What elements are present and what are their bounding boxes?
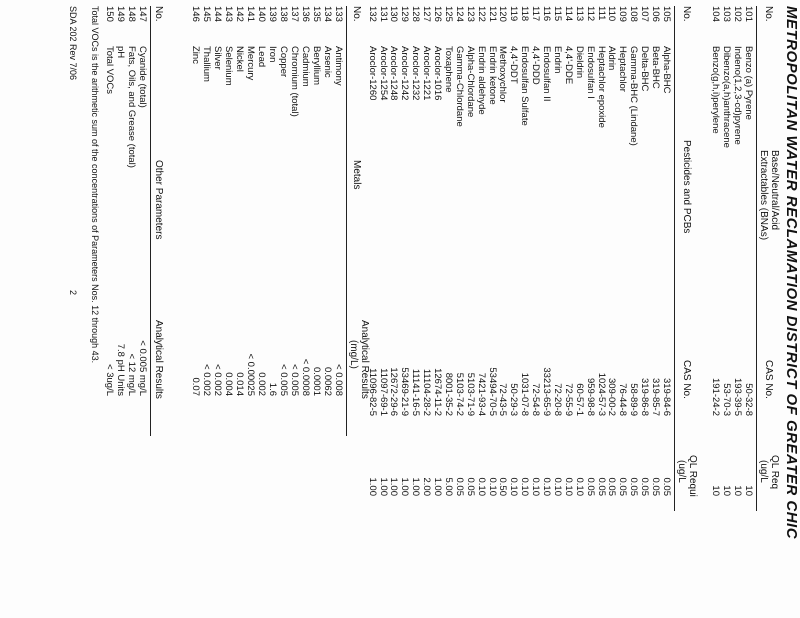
metal-name: Iron xyxy=(267,46,278,63)
metals-results-header: Analytical Results xyxy=(359,320,370,399)
ql-value: 1.00 xyxy=(377,477,389,496)
metal-name: Mercury xyxy=(245,46,256,81)
parameter-name: Heptachlor epoxide xyxy=(595,46,607,128)
pest-ql-header: QL Requi xyxy=(687,455,698,497)
ql-value: 10 xyxy=(721,485,732,496)
row-number: 127 xyxy=(421,6,433,22)
metal-name: Arsenic xyxy=(322,46,333,78)
ql-value: 0.10 xyxy=(508,477,520,496)
cas-number: 11096-82-5 xyxy=(366,368,378,416)
bna-cas-header: CAS No. xyxy=(763,360,774,399)
analytical-result: 0.004 xyxy=(223,372,234,396)
ql-value: 0.10 xyxy=(541,477,553,496)
analytical-result: 7.8 pH Units xyxy=(115,343,126,396)
ql-value: 1.00 xyxy=(410,477,422,496)
ql-value: 0.05 xyxy=(464,477,476,496)
ql-value: 10 xyxy=(743,485,754,496)
cas-number: 53-70-3 xyxy=(721,383,732,416)
row-number: 110 xyxy=(606,6,618,22)
ql-value: 0.05 xyxy=(639,477,651,496)
parameter-name: Dieldrin xyxy=(573,46,585,79)
bna-ql-header: QL Req xyxy=(769,455,780,490)
parameter-name: pH xyxy=(115,46,126,59)
row-number: 144 xyxy=(212,6,223,22)
analytical-result: < 0.005 xyxy=(289,364,300,396)
cas-number: 11104-28-2 xyxy=(421,368,433,416)
bna-section-header-2: Extractables (BNAs) xyxy=(758,150,769,241)
footnote: Total VOCs is the arithmetic sum of the concentrations of Parameters Nos. 12 through 43. xyxy=(90,6,100,364)
rule xyxy=(756,6,757,511)
row-number: 147 xyxy=(137,6,148,22)
bna-ql-unit: (ug/L xyxy=(758,460,769,483)
row-number: 115 xyxy=(552,6,563,22)
row-number: 116 xyxy=(541,6,553,22)
parameter-name: Aroclor-1016 xyxy=(432,46,444,101)
ql-value: 0.10 xyxy=(552,477,563,496)
analytical-result: 0.014 xyxy=(234,372,245,396)
ql-value: 1.00 xyxy=(366,477,378,496)
analytical-result: < 0.002 xyxy=(201,364,212,396)
parameter-name: Alpha-Chlordane xyxy=(464,46,476,118)
cas-number: 319-85-7 xyxy=(650,377,662,416)
cas-number: 1024-57-3 xyxy=(595,372,607,416)
cas-number: 76-44-8 xyxy=(617,383,629,416)
other-no-header: No. xyxy=(153,6,164,22)
ql-value: 0.10 xyxy=(486,477,498,496)
parameter-name: Fats, Oils, and Grease (total) xyxy=(126,46,137,168)
row-number: 146 xyxy=(190,6,201,22)
row-number: 149 xyxy=(115,6,126,22)
parameter-name: Dibenzo(a,h)anthracene xyxy=(721,46,732,148)
ql-value: 0.05 xyxy=(595,477,607,496)
cas-number: 959-98-8 xyxy=(584,377,596,416)
parameter-name: Endrin xyxy=(552,46,563,74)
analytical-result: 0.0062 xyxy=(322,366,333,396)
row-number: 140 xyxy=(256,6,267,22)
parameter-name: Endosulfan I xyxy=(584,46,596,99)
other-section-header: Other Parameters xyxy=(153,160,164,240)
row-number: 118 xyxy=(519,6,531,22)
parameter-name: 4,4'-DDE xyxy=(562,46,574,85)
parameter-name: Alpha-BHC xyxy=(661,46,672,94)
parameter-name: 4,4'-DDD xyxy=(530,46,542,85)
parameter-name: Gamma-BHC (Lindane) xyxy=(628,46,640,146)
analytical-result: 1.6 xyxy=(267,382,278,396)
parameter-name: Endrin aldehyde xyxy=(475,46,487,115)
ql-value: 1.00 xyxy=(388,477,400,496)
cas-number: 50-29-3 xyxy=(508,383,520,416)
metal-name: Selenium xyxy=(223,46,234,86)
row-number: 124 xyxy=(453,6,465,22)
metal-name: Cadmium xyxy=(300,46,311,87)
row-number: 135 xyxy=(311,6,322,22)
parameter-name: Heptachlor xyxy=(617,46,629,92)
ql-value: 0.10 xyxy=(530,477,542,496)
row-number: 120 xyxy=(497,6,509,22)
metals-no-header: No. xyxy=(351,6,362,22)
metal-name: Copper xyxy=(278,46,289,78)
bna-section-header: Base/Neutral/Acid xyxy=(769,150,780,231)
ql-value: 0.05 xyxy=(628,477,640,496)
row-number: 108 xyxy=(628,6,640,22)
document-title: METROPOLITAN WATER RECLAMATION DISTRICT OF GREATER CHIC xyxy=(783,6,800,540)
analytical-result: < 0.008 xyxy=(333,364,344,396)
row-number: 126 xyxy=(432,6,444,22)
metals-section-header: Metals xyxy=(351,160,362,190)
row-number: 137 xyxy=(289,6,300,22)
cas-number: 11097-69-1 xyxy=(377,368,389,416)
parameter-name: Endosulfan II xyxy=(541,46,553,102)
parameter-name: 4,4'-DDT xyxy=(508,46,520,84)
parameter-name: Total VOCs xyxy=(104,46,115,95)
parameter-name: Endosulfan Sulfate xyxy=(519,46,531,126)
ql-value: 0.05 xyxy=(606,477,618,496)
row-number: 131 xyxy=(377,6,389,22)
row-number: 128 xyxy=(410,6,422,22)
row-number: 134 xyxy=(322,6,333,22)
metal-name: Nickel xyxy=(234,46,245,72)
metal-name: Zinc xyxy=(190,46,201,64)
cas-number: 319-84-6 xyxy=(661,377,672,416)
ql-value: 10 xyxy=(732,485,743,496)
analytical-result: < 0.002 xyxy=(212,364,223,396)
row-number: 143 xyxy=(223,6,234,22)
parameter-name: Endrin ketone xyxy=(486,46,498,105)
row-number: 132 xyxy=(366,6,378,22)
cas-number: 58-89-9 xyxy=(628,383,640,416)
ql-value: 5.00 xyxy=(443,477,454,496)
row-number: 142 xyxy=(234,6,245,22)
row-number: 106 xyxy=(650,6,662,22)
rule xyxy=(346,6,347,436)
row-number: 102 xyxy=(732,6,743,22)
cas-number: 53494-70-5 xyxy=(486,367,498,416)
cas-number: 193-39-5 xyxy=(732,377,743,416)
cas-number: 191-24-2 xyxy=(710,377,721,416)
metal-name: Lead xyxy=(256,46,267,68)
cas-number: 60-57-1 xyxy=(573,383,585,416)
row-number: 119 xyxy=(508,6,520,22)
ql-value: 10 xyxy=(710,485,721,496)
ql-value: 0.10 xyxy=(519,477,531,496)
parameter-name: Aroclor-1232 xyxy=(410,46,422,101)
cas-number: 12674-11-2 xyxy=(432,368,444,416)
metal-name: Thallium xyxy=(201,46,212,82)
cas-number: 1031-07-8 xyxy=(519,372,531,416)
cas-number: 5103-74-2 xyxy=(453,372,465,416)
ql-value: 0.10 xyxy=(475,477,487,496)
parameter-name: Toxaphene xyxy=(443,46,454,93)
form-id: SDA 202 Rev 7/06 xyxy=(68,6,78,81)
parameter-name: Benzo (a) Pyrene xyxy=(743,46,754,120)
row-number: 141 xyxy=(245,6,256,22)
ql-value: 0.10 xyxy=(562,477,574,496)
row-number: 112 xyxy=(584,6,596,22)
page-number: 2 xyxy=(68,290,78,296)
cas-number: 319-86-8 xyxy=(639,377,651,416)
cas-number: 72-43-5 xyxy=(497,383,509,416)
row-number: 139 xyxy=(267,6,278,22)
cas-number: 50-32-8 xyxy=(743,383,754,416)
parameter-name: Gamma-Chlordane xyxy=(453,46,465,127)
cas-number: 7421-93-4 xyxy=(475,372,487,416)
cas-number: 53469-21-9 xyxy=(399,367,411,416)
ql-value: 0.05 xyxy=(584,477,596,496)
analytical-result: < 0.00025 xyxy=(245,353,256,396)
analytical-result: 0.002 xyxy=(256,372,267,396)
pest-ql-unit: (ug/L xyxy=(676,460,687,483)
ql-value: 0.50 xyxy=(497,477,509,496)
row-number: 133 xyxy=(333,6,344,22)
row-number: 123 xyxy=(464,6,476,22)
parameter-name: Methoxychlor xyxy=(497,46,509,103)
other-results-header: Analytical Results xyxy=(153,320,164,399)
row-number: 103 xyxy=(721,6,732,22)
row-number: 125 xyxy=(443,6,454,22)
cas-number: 72-20-8 xyxy=(552,383,563,416)
cas-number: 12672-29-6 xyxy=(388,367,400,416)
pest-section-header: Pesticides and PCBs xyxy=(681,140,692,234)
ql-value: 1.00 xyxy=(432,477,444,496)
row-number: 145 xyxy=(201,6,212,22)
metal-name: Beryllium xyxy=(311,46,322,86)
analytical-result: < 0.005 xyxy=(278,364,289,396)
row-number: 114 xyxy=(562,6,574,22)
parameter-name: Beta-BHC xyxy=(650,46,662,89)
parameter-name: Aldrin xyxy=(606,46,618,71)
cas-number: 33213-65-9 xyxy=(541,367,553,416)
cas-number: 72-55-9 xyxy=(562,383,574,416)
parameter-name: Aroclor-1221 xyxy=(421,46,433,101)
parameter-name: Cyanide (total) xyxy=(137,46,148,108)
ql-value: 0.10 xyxy=(573,477,585,496)
row-number: 136 xyxy=(300,6,311,22)
parameter-name: Aroclor-1254 xyxy=(377,46,389,101)
row-number: 105 xyxy=(661,6,672,22)
row-number: 109 xyxy=(617,6,629,22)
row-number: 121 xyxy=(486,6,498,22)
analytical-result: 0.07 xyxy=(190,377,201,396)
cas-number: 5103-71-9 xyxy=(464,372,476,416)
ql-value: 0.05 xyxy=(661,477,672,496)
rule xyxy=(674,6,675,511)
row-number: 150 xyxy=(104,6,115,22)
rule xyxy=(150,6,151,436)
cas-number: 11141-16-5 xyxy=(410,368,422,416)
cas-number: 309-00-2 xyxy=(606,377,618,416)
parameter-name: Delta-BHC xyxy=(639,46,651,92)
analytical-result: < 12 mg/L xyxy=(126,353,137,396)
row-number: 130 xyxy=(388,6,400,22)
row-number: 107 xyxy=(639,6,651,22)
cas-number: 72-54-8 xyxy=(530,383,542,416)
cas-number: 8001-35-2 xyxy=(443,372,454,416)
ql-value: 0.05 xyxy=(617,477,629,496)
parameter-name: Indeno(1,2,3-cd)pyrene xyxy=(732,46,743,145)
row-number: 101 xyxy=(743,6,754,22)
parameter-name: Aroclor-1242 xyxy=(399,46,411,101)
metal-name: Antimony xyxy=(333,46,344,86)
bna-no-header: No. xyxy=(763,6,774,22)
analytical-result: < 0.0008 xyxy=(300,358,311,396)
row-number: 122 xyxy=(475,6,487,22)
pest-cas-header: CAS No. xyxy=(681,360,692,399)
pest-no-header: No. xyxy=(681,6,692,22)
parameter-name: Benzo(g,h,i)perylene xyxy=(710,46,721,134)
parameter-name: Aroclor-1248 xyxy=(388,46,400,101)
analytical-result: < 3ug/L xyxy=(104,364,115,396)
parameter-name: Aroclor-1260 xyxy=(366,46,378,101)
row-number: 104 xyxy=(710,6,721,22)
metals-unit: (mg/L) xyxy=(348,340,359,369)
row-number: 111 xyxy=(595,6,607,21)
ql-value: 0.05 xyxy=(650,477,662,496)
analytical-result: 0.0001 xyxy=(311,366,322,396)
row-number: 148 xyxy=(126,6,137,22)
ql-value: 0.05 xyxy=(453,477,465,496)
ql-value: 1.00 xyxy=(399,477,411,496)
row-number: 138 xyxy=(278,6,289,22)
ql-value: 2.00 xyxy=(421,477,433,496)
row-number: 129 xyxy=(399,6,411,22)
metal-name: Chromium (total) xyxy=(289,46,300,117)
analytical-result: < 0.005 mg/L xyxy=(137,340,148,396)
row-number: 117 xyxy=(530,6,542,22)
metal-name: Silver xyxy=(212,46,223,70)
row-number: 113 xyxy=(573,6,585,22)
